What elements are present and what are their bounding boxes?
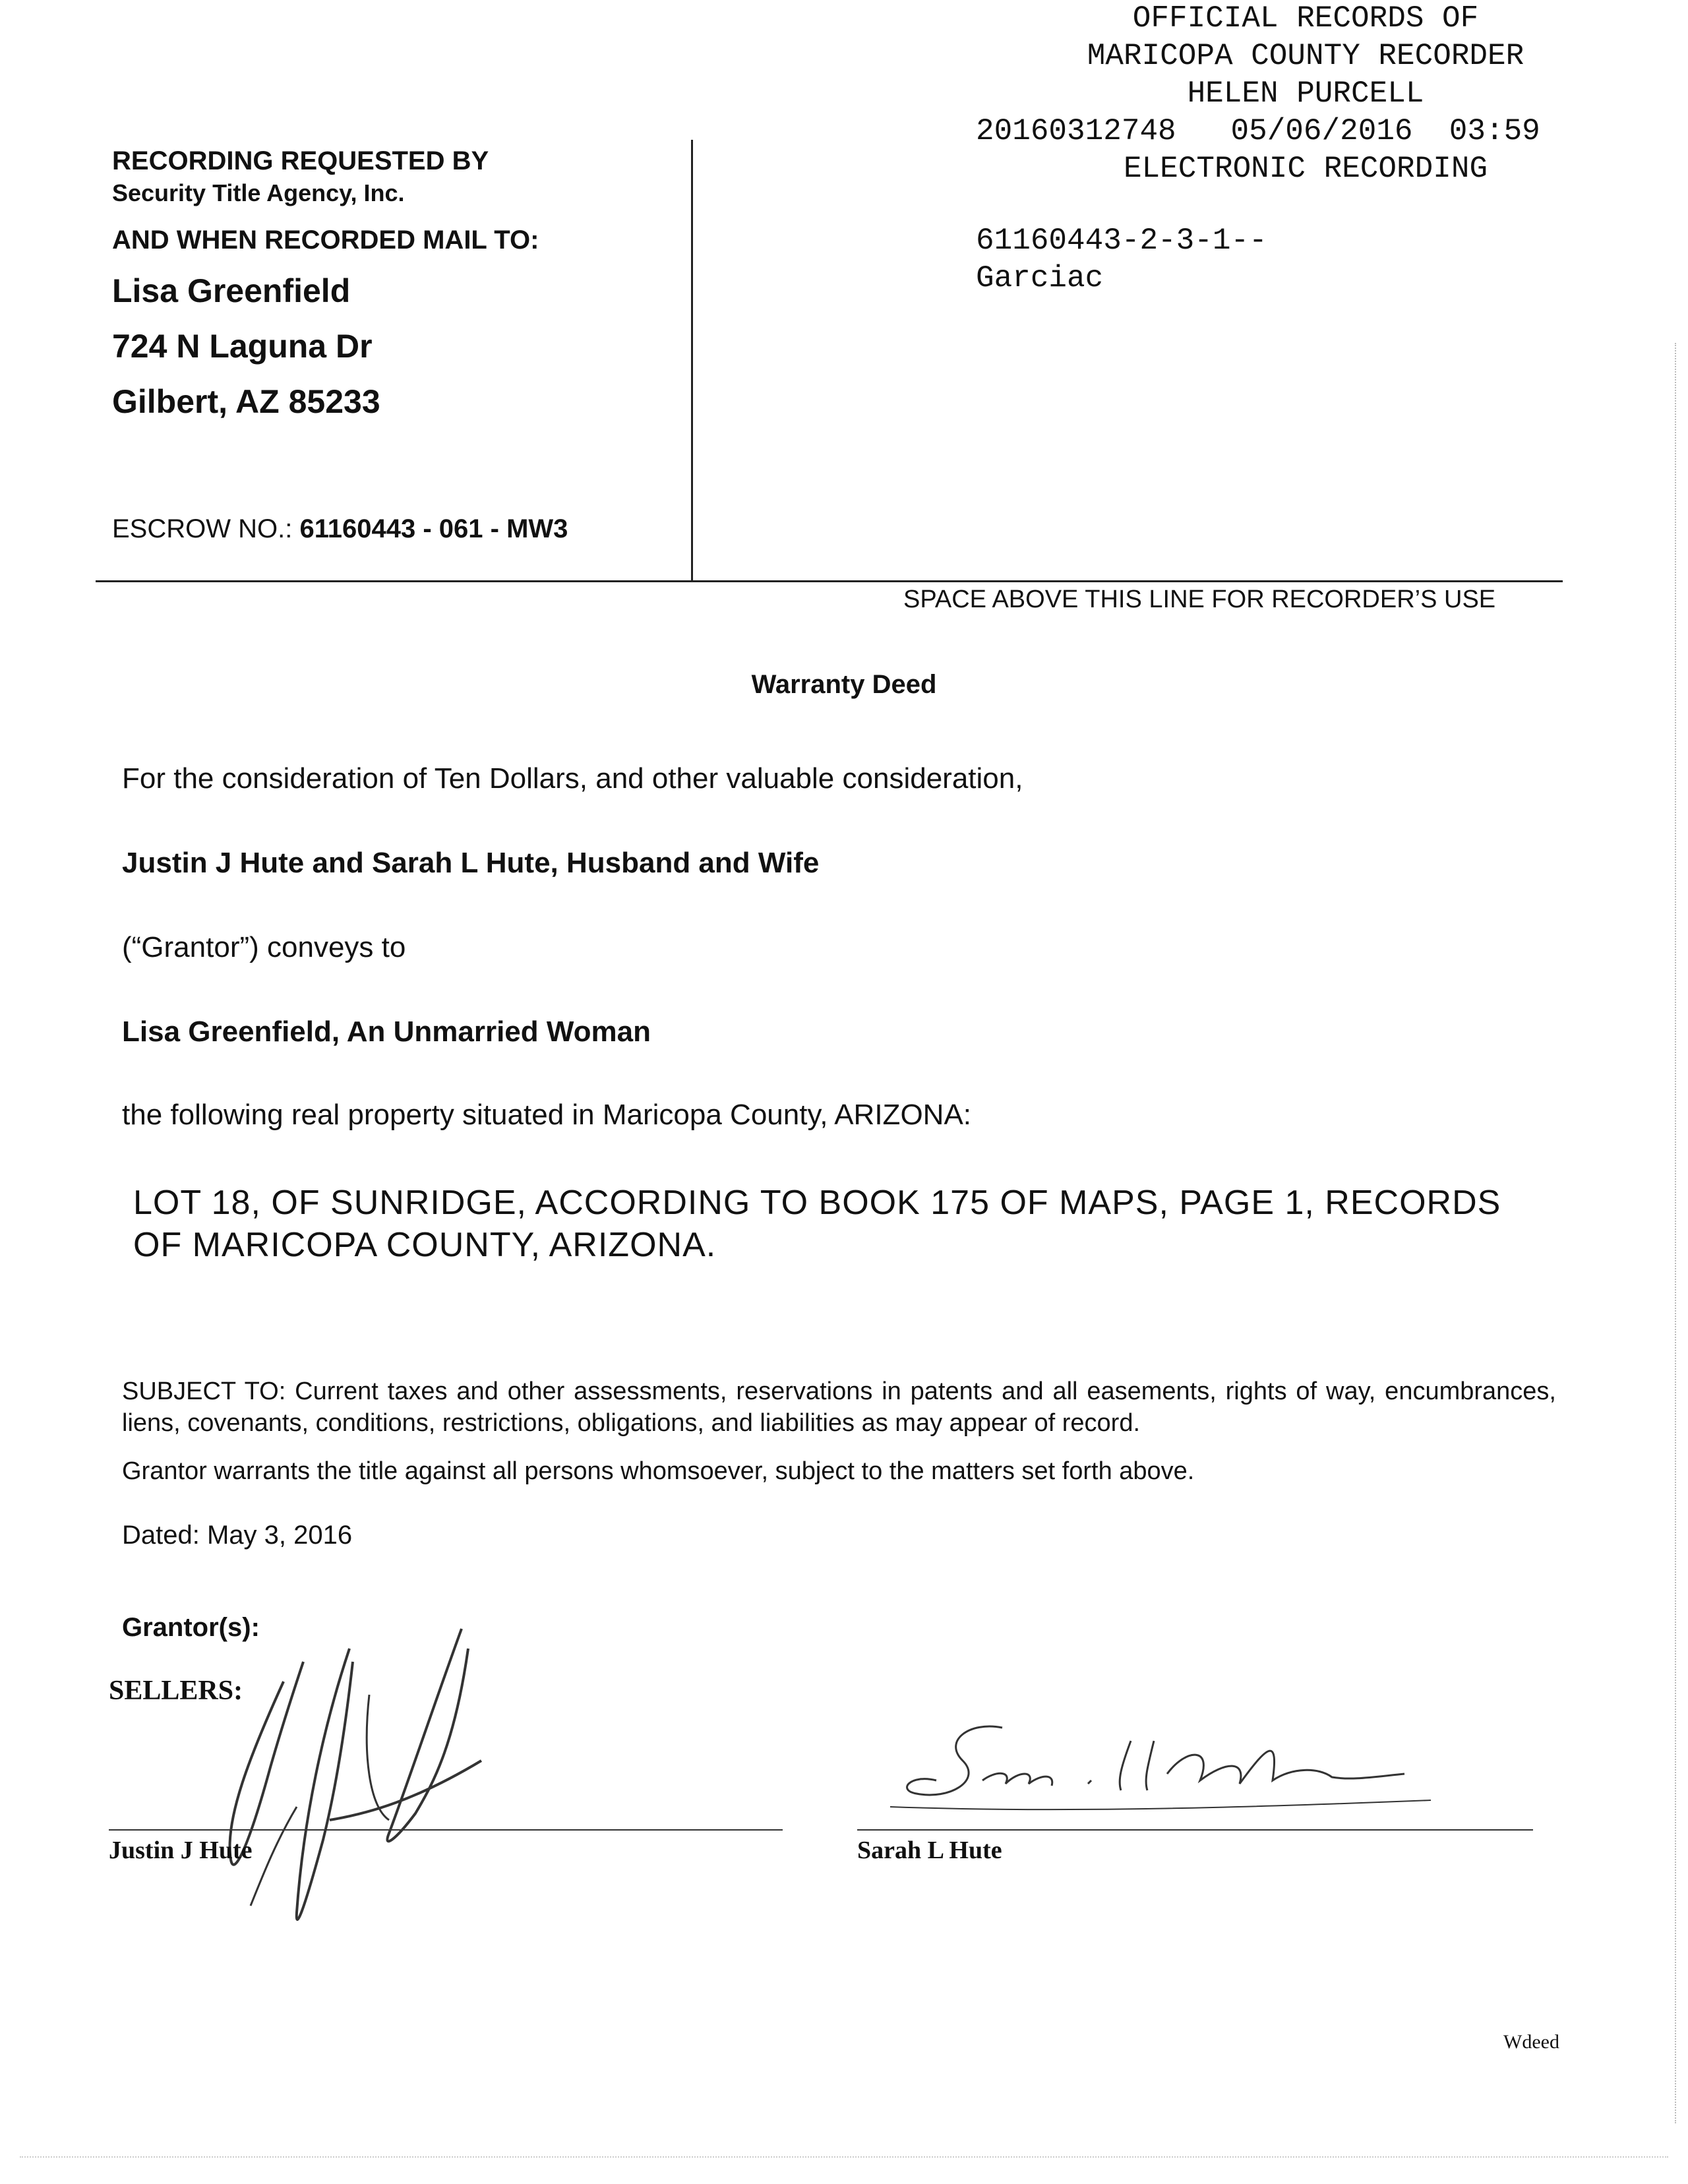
stamp-line-electronic: ELECTRONIC RECORDING	[1123, 152, 1488, 186]
signature-line-2	[857, 1829, 1533, 1831]
escrow-number: 61160443 - 061 - MW3	[299, 514, 568, 543]
signer-2-name: Sarah L Hute	[857, 1836, 1002, 1864]
consideration-text: For the consideration of Ten Dollars, and other valuable consideration,	[122, 762, 1023, 795]
requested-by-company: Security Title Agency, Inc.	[112, 179, 405, 206]
legal-description-line: LOT 18, OF SUNRIDGE, ACCORDING TO BOOK 175 OF MAPS, PAGE 1, RECORDS	[133, 1184, 1501, 1222]
signature-line-1	[109, 1829, 783, 1831]
scan-edge-bottom	[20, 2156, 1668, 2159]
legal-description-line: OF MARICOPA COUNTY, ARIZONA.	[133, 1226, 717, 1264]
signer-1-name: Justin J Hute	[109, 1836, 253, 1864]
grantors-label: Grantor(s):	[122, 1613, 260, 1642]
mail-to-city: Gilbert, AZ 85233	[112, 383, 380, 420]
escrow-label: ESCROW NO.:	[112, 514, 293, 543]
stamp-line-official-records: OFFICIAL RECORDS OF	[1132, 1, 1479, 36]
escrow-number-row	[112, 514, 568, 544]
grantee-name: Lisa Greenfield, An Unmarried Woman	[122, 1016, 651, 1048]
record-date: 05/06/2016	[1230, 114, 1413, 148]
recorder-stamp	[976, 0, 1688, 297]
box-divider	[691, 140, 693, 582]
signature-justin-hute	[171, 1622, 514, 1939]
recorder-use-note: SPACE ABOVE THIS LINE FOR RECORDER’S USE	[903, 586, 1496, 613]
stamp-ref-code: 61160443-2-3-1--	[976, 224, 1267, 258]
stamp-record-row	[976, 113, 1688, 150]
property-intro: the following real property situated in Maricopa County, ARIZONA:	[122, 1099, 972, 1131]
sellers-label: SELLERS:	[109, 1676, 243, 1706]
requested-by-label: RECORDING REQUESTED BY	[112, 146, 489, 175]
recorder-space-line	[96, 580, 1563, 582]
signature-sarah-hute	[870, 1708, 1464, 1840]
deed-title: Warranty Deed	[751, 670, 937, 699]
dated-text: Dated: May 3, 2016	[122, 1521, 353, 1550]
mail-to-label: AND WHEN RECORDED MAIL TO:	[112, 226, 539, 255]
stamp-line-recorder-name: HELEN PURCELL	[1187, 76, 1424, 111]
mail-to-name: Lisa Greenfield	[112, 272, 351, 309]
legal-description	[133, 1182, 1501, 1266]
stamp-line-county-recorder: MARICOPA COUNTY RECORDER	[1087, 39, 1524, 73]
record-time: 03:59	[1449, 114, 1540, 148]
stamp-clerk: Garciac	[976, 261, 1104, 295]
warranty-text: Grantor warrants the title against all persons whomsoever, subject to the matters set forth above.	[122, 1457, 1195, 1485]
mail-to-street: 724 N Laguna Dr	[112, 328, 373, 365]
form-code: Wdeed	[1503, 2031, 1559, 2053]
conveys-text: (“Grantor”) conveys to	[122, 931, 406, 963]
scan-edge-right	[1675, 343, 1677, 2123]
subject-to-text: SUBJECT TO: Current taxes and other assessments, reservations in patents and all easements, rights of way, encumbrances, liens, covenants, conditions, restrictions, obligations, and liabilities as may appear of record.	[122, 1378, 1556, 1437]
grantor-names: Justin J Hute and Sarah L Hute, Husband and Wife	[122, 847, 820, 879]
record-number: 20160312748	[976, 114, 1176, 148]
